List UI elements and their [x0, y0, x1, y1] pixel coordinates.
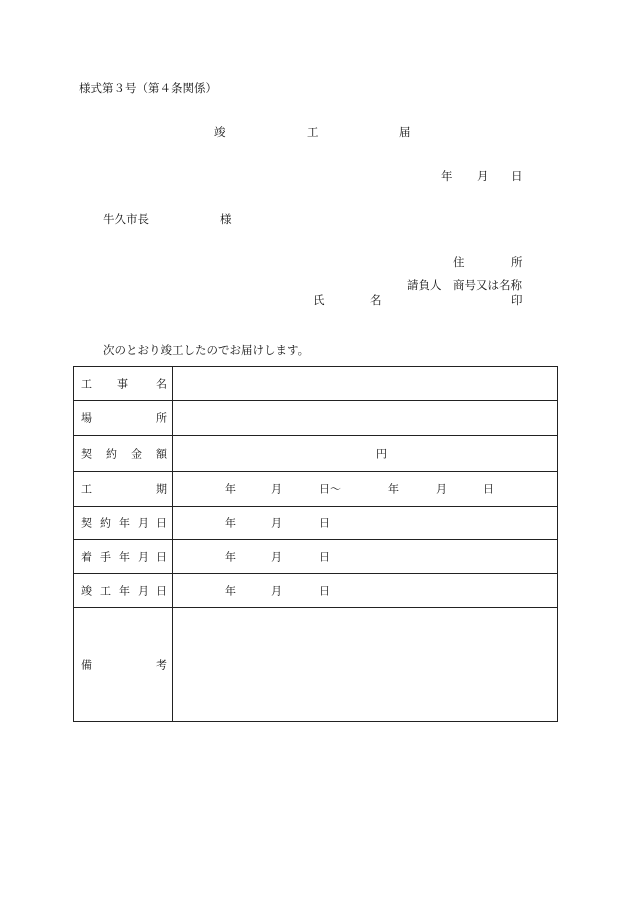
address-label-char: 住	[453, 255, 465, 269]
label-completion-date: 竣 工 年 月 日	[74, 574, 173, 608]
table-row	[74, 574, 558, 608]
yen-unit: 円	[376, 447, 387, 460]
seal-mark: 印	[511, 293, 523, 307]
table-row	[74, 608, 558, 722]
title-char: 工	[307, 125, 319, 139]
label-construction-period: 工 期	[74, 472, 173, 507]
label-contract-date: 契 約 年 月 日	[74, 507, 173, 540]
table-row	[74, 540, 558, 574]
completion-table	[73, 366, 558, 722]
project-name-field[interactable]	[173, 367, 558, 401]
title-char: 届	[399, 125, 411, 139]
company-label: 商号又は名称	[453, 278, 522, 292]
title-char: 竣	[214, 125, 226, 139]
date-month: 月	[477, 169, 489, 183]
table-row	[74, 401, 558, 436]
label-project-name: 工 事 名	[74, 367, 173, 401]
addressee-name: 牛久市長	[103, 212, 149, 226]
contractor-role: 請負人	[407, 278, 442, 292]
remarks-field[interactable]	[173, 608, 558, 722]
date-year: 年	[441, 169, 453, 183]
intro-text: 次のとおり竣工したのでお届けします。	[103, 343, 310, 357]
addressee-honorific: 様	[220, 212, 232, 226]
form-number: 様式第３号（第４条関係）	[79, 81, 217, 95]
table-row	[74, 436, 558, 472]
contract-amount-field[interactable]	[173, 436, 558, 472]
name-label-char: 名	[370, 293, 382, 307]
table-row	[74, 472, 558, 507]
name-label-char: 氏	[313, 293, 325, 307]
contract-date-field[interactable]: 年 月 日	[173, 507, 558, 540]
address-label-char: 所	[511, 255, 523, 269]
label-location: 場 所	[74, 401, 173, 436]
construction-period-field[interactable]: 年 月 日～ 年 月 日	[173, 472, 558, 507]
label-contract-amount: 契 約 金 額	[74, 436, 173, 472]
location-field[interactable]	[173, 401, 558, 436]
table-row	[74, 367, 558, 401]
label-start-date: 着 手 年 月 日	[74, 540, 173, 574]
label-remarks: 備 考	[74, 608, 173, 722]
start-date-field[interactable]: 年 月 日	[173, 540, 558, 574]
table-row	[74, 507, 558, 540]
date-day: 日	[511, 169, 523, 183]
completion-date-field[interactable]: 年 月 日	[173, 574, 558, 608]
